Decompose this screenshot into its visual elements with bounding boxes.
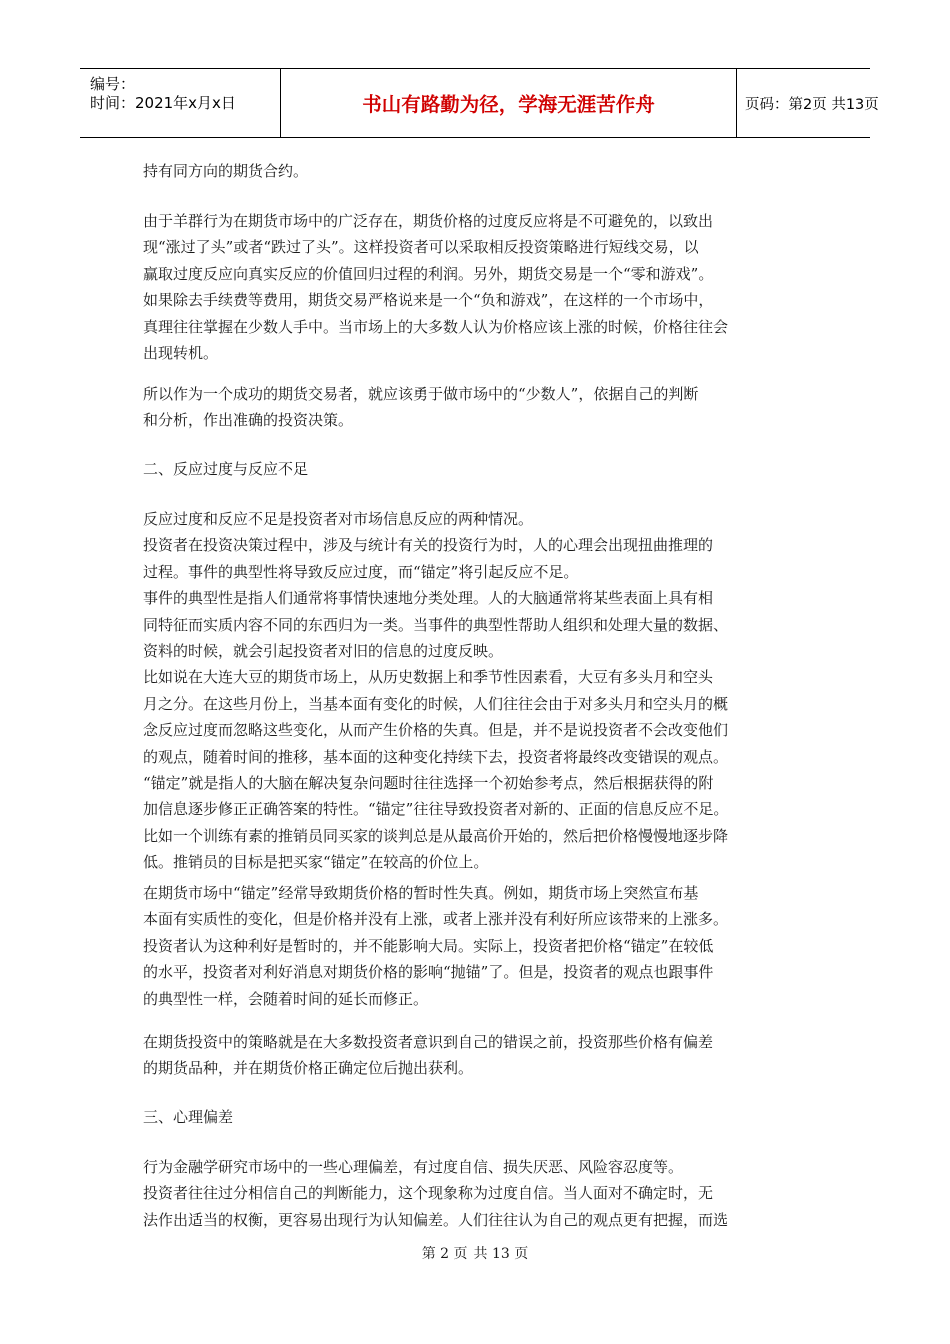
- section-heading-2: 二、反应过度与反应不足: [143, 460, 309, 478]
- text-line: 念反应过度而忽略这些变化，从而产生价格的失真。但是，并不是说投资者不会改变他们: [143, 721, 729, 740]
- page-header: [80, 68, 879, 138]
- text-line: 在期货投资中的策略就是在大多数投资者意识到自己的错误之前，投资那些价格有偏差: [143, 1033, 714, 1051]
- document-date: 时间：2021年x月x日: [90, 94, 236, 112]
- paragraph-1: [143, 158, 813, 184]
- paragraph-5: [143, 880, 813, 1012]
- footer-page-number: 第 2 页: [421, 1246, 468, 1262]
- header-motto: 书山有路勤为径，学海无涯苦作舟: [280, 69, 737, 137]
- text-line: 现“涨过了头”或者“跌过了头”。这样投资者可以采取相反投资策略进行短线交易，以: [143, 238, 699, 257]
- text-line: 同特征而实质内容不同的东西归为一类。当事件的典型性帮助人组织和处理大量的数据、: [143, 615, 729, 634]
- text-line: 的期货品种，并在期货价格正确定位后抛出获利。: [143, 1059, 474, 1078]
- text-line: 由于羊群行为在期货市场中的广泛存在，期货价格的过度反应将是不可避免的，以致出: [143, 212, 714, 230]
- text-line: 本面有实质性的变化，但是价格并没有上涨，或者上涨并没有利好所应该带来的上涨多。: [143, 910, 729, 929]
- text-line: 出现转机。: [143, 343, 219, 362]
- text-line: 加信息逐步修正正确答案的特性。“锚定”往往导致投资者对新的、正面的信息反应不足。: [143, 800, 729, 819]
- text-line: 资料的时候，就会引起投资者对旧的信息的过度反映。: [143, 641, 504, 660]
- paragraph-4: [143, 506, 813, 875]
- page-footer: [0, 1243, 950, 1263]
- text-line: 在期货市场中“锚定”经常导致期货价格的暂时性失真。例如，期货市场上突然宣布基: [143, 884, 699, 902]
- text-line: 赢取过度反应向真实反应的价值回归过程的利润。另外，期货交易是一个“零和游戏”。: [143, 264, 714, 283]
- text-line: “锚定”就是指人的大脑在解决复杂问题时往往选择一个初始参考点，然后根据获得的附: [143, 773, 714, 792]
- text-line: 比如一个训练有素的推销员同买家的谈判总是从最高价开始的，然后把价格慢慢地逐步降: [143, 826, 729, 845]
- text-line: 比如说在大连大豆的期货市场上，从历史数据上和季节性因素看，大豆有多头月和空头: [143, 668, 714, 687]
- header-page-code: 页码：第2页 共13页: [745, 96, 879, 113]
- document-number-label: 编号：: [90, 75, 136, 93]
- text-line: 的典型性一样，会随着时间的延长而修正。: [143, 989, 429, 1008]
- paragraph-6: [143, 1029, 813, 1082]
- text-line: 真理往往掌握在少数人手中。当市场上的大多数人认为价格应该上涨的时候，价格往往会: [143, 317, 729, 336]
- text-line: 如果除去手续费等费用，期货交易严格说来是一个“负和游戏”，在这样的一个市场中，: [143, 291, 714, 310]
- text-line: 事件的典型性是指人们通常将事情快速地分类处理。人的大脑通常将某些表面上具有相: [143, 589, 714, 608]
- text-line: 过程。事件的典型性将导致反应过度，而“锚定”将引起反应不足。: [143, 562, 579, 581]
- text-line: 所以作为一个成功的期货交易者，就应该勇于做市场中的“少数人”，依据自己的判断: [143, 385, 699, 403]
- text-line: 行为金融学研究市场中的一些心理偏差，有过度自信、损失厌恶、风险容忍度等。: [143, 1158, 684, 1176]
- text-line: 月之分。在这些月份上，当基本面有变化的时候，人们往往会由于对多头月和空头月的概: [143, 694, 729, 713]
- text-line: 投资者认为这种利好是暂时的，并不能影响大局。实际上，投资者把价格“锚定”在较低: [143, 936, 714, 955]
- text-line: 反应过度和反应不足是投资者对市场信息反应的两种情况。: [143, 510, 534, 528]
- text-line: 投资者在投资决策过程中，涉及与统计有关的投资行为时，人的心理会出现扭曲推理的: [143, 536, 714, 555]
- text-line: 法作出适当的权衡，更容易出现行为认知偏差。人们往往认为自己的观点更有把握，而选: [143, 1210, 729, 1229]
- section-heading-3: 三、心理偏差: [143, 1108, 234, 1126]
- text-line: 和分析，作出准确的投资决策。: [143, 411, 354, 430]
- paragraph-2: [143, 208, 813, 366]
- text-line: 投资者往往过分相信自己的判断能力，这个现象称为过度自信。当人面对不确定时，无: [143, 1184, 714, 1203]
- text-line: 的水平，投资者对利好消息对期货价格的影响“抛锚”了。但是，投资者的观点也跟事件: [143, 963, 714, 982]
- text-line: 低。推销员的目标是把买家“锚定”在较高的价位上。: [143, 853, 489, 872]
- paragraph-3: [143, 381, 813, 434]
- text-line: 持有同方向的期货合约。: [143, 162, 309, 180]
- header-meta: [80, 69, 280, 137]
- text-line: 的观点，随着时间的推移，基本面的这种变化持续下去，投资者将最终改变错误的观点。: [143, 747, 729, 766]
- footer-total-pages: 共 13 页: [473, 1246, 529, 1262]
- paragraph-7: [143, 1154, 813, 1233]
